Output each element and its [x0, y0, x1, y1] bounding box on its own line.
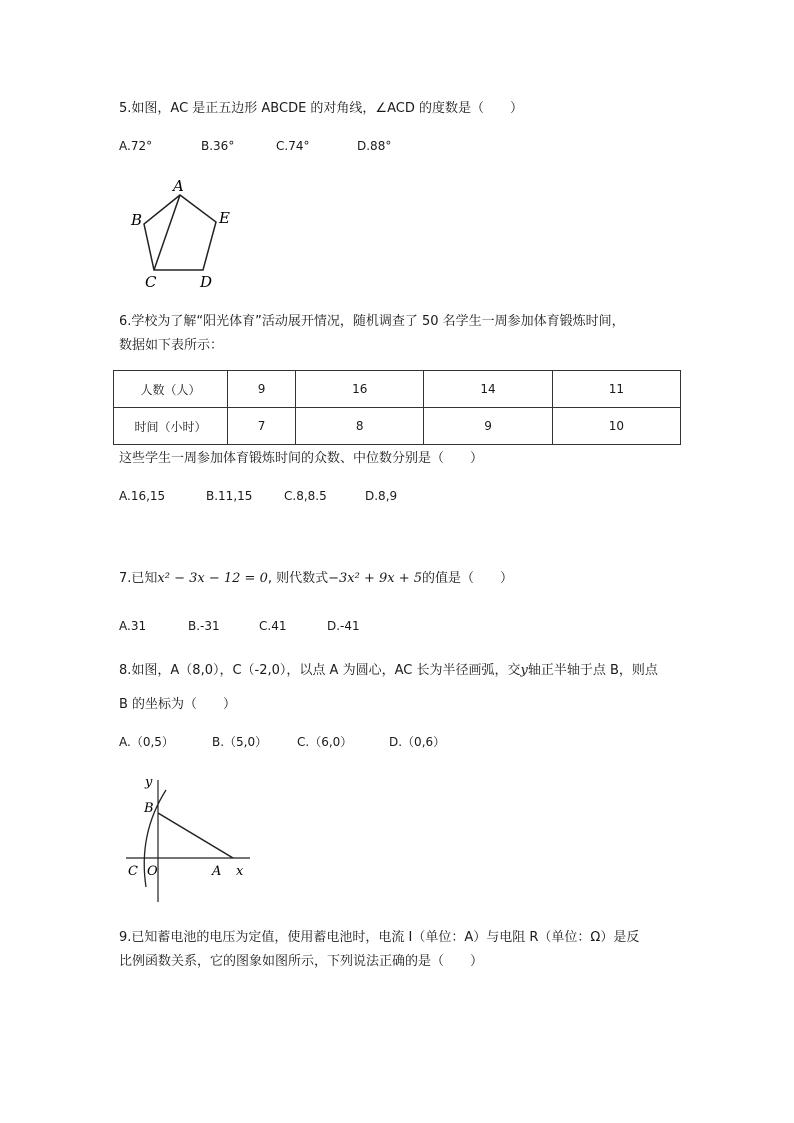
q7-option-a: A.31 [119, 619, 147, 633]
q7-suffix: 的值是（ ） [422, 571, 514, 586]
q8-line1 [119, 662, 658, 680]
table-row [114, 371, 681, 408]
q9-line2: 比例函数关系，它的图象如图所示，下列说法正确的是（ ） [119, 954, 484, 969]
point-label-a: A [212, 864, 222, 879]
table-cell: 16 [296, 371, 424, 408]
q8-line1-b: 轴正半轴于点 B，则点 [527, 663, 658, 678]
q8-line1-a: 8.如图，A（8,0），C（-2,0），以点 A 为圆心，AC 长为半径画弧，交 [119, 663, 521, 678]
q5-option-c: C.74° [276, 139, 310, 153]
q8-y-var: y [520, 663, 528, 678]
pentagon-figure [125, 175, 240, 290]
q8-option-d: D.（0,6） [389, 735, 446, 749]
q8-option-b: B.（5,0） [212, 735, 268, 749]
q5-text: 5.如图，AC 是正五边形 ABCDE 的对角线，∠ACD 的度数是（ ） [119, 101, 523, 116]
q7-equation: x² − 3x − 12 = 0 [157, 571, 268, 586]
axis-label-x: x [236, 864, 244, 879]
vertex-label-a: A [173, 177, 184, 195]
table-cell: 9 [424, 408, 552, 445]
q6-question: 这些学生一周参加体育锻炼时间的众数、中位数分别是（ ） [119, 451, 484, 466]
q8-line2: B 的坐标为（ ） [119, 697, 237, 712]
q7-prefix: 7.已知 [119, 571, 158, 586]
vertex-label-e: E [219, 209, 230, 227]
q5-option-a: A.72° [119, 139, 153, 153]
q7-middle: , 则代数式 [267, 571, 329, 586]
q6-line1: 6.学校为了解“阳光体育”活动展开情况，随机调查了 50 名学生一周参加体育锻炼时间， [119, 314, 625, 329]
q5-option-d: D.88° [357, 139, 392, 153]
pentagon-shape [144, 195, 216, 270]
data-table [113, 370, 681, 445]
q5-option-b: B.36° [201, 139, 235, 153]
q8-option-a: A.（0,5） [119, 735, 174, 749]
q7-expression: −3x² + 9x + 5 [328, 571, 423, 586]
table-cell: 8 [296, 408, 424, 445]
vertex-label-c: C [145, 273, 157, 290]
q6-option-b: B.11,15 [206, 489, 253, 503]
coordinate-figure [118, 772, 258, 907]
q7-option-c: C.41 [259, 619, 287, 633]
table-row-header: 时间（小时） [114, 408, 228, 445]
q6-option-c: C.8,8.5 [284, 489, 327, 503]
point-label-o: O [147, 864, 158, 879]
q7-text [119, 570, 513, 588]
q6-option-a: A.16,15 [119, 489, 166, 503]
vertex-label-b: B [131, 211, 143, 229]
point-label-c: C [128, 864, 138, 879]
q6-line2: 数据如下表所示： [119, 338, 224, 353]
point-label-b: B [144, 801, 154, 816]
table-cell: 11 [552, 371, 680, 408]
q8-option-c: C.（6,0） [297, 735, 353, 749]
axis-label-y: y [145, 775, 153, 790]
vertex-label-d: D [200, 273, 213, 290]
q6-option-d: D.8,9 [365, 489, 398, 503]
table-cell: 14 [424, 371, 552, 408]
table-cell: 10 [552, 408, 680, 445]
table-row [114, 408, 681, 445]
q7-option-d: D.-41 [327, 619, 360, 633]
table-row-header: 人数（人） [114, 371, 228, 408]
q9-line1: 9.已知蓄电池的电压为定值，使用蓄电池时，电流 I（单位：A）与电阻 R（单位：Ω）是反 [119, 930, 640, 945]
q7-option-b: B.-31 [188, 619, 220, 633]
table-cell: 7 [228, 408, 296, 445]
segment-ba [158, 813, 233, 858]
table-cell: 9 [228, 371, 296, 408]
